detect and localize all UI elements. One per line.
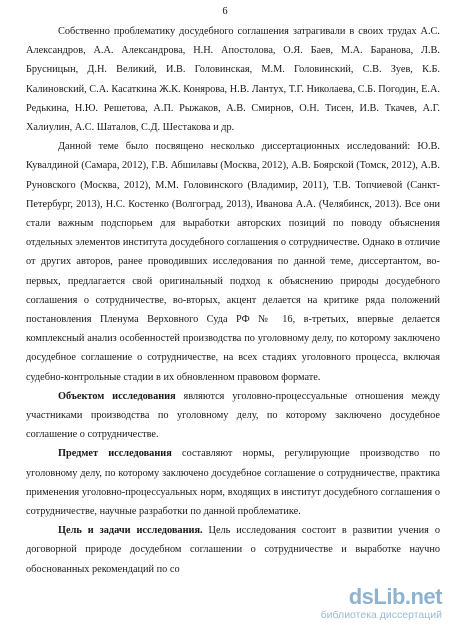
goals-label: Цель и задачи исследования.: [58, 525, 203, 537]
paragraph-object: [26, 387, 440, 445]
watermark-logo: dsLib.net: [348, 584, 442, 609]
subject-label: Предмет исследования: [58, 448, 172, 460]
document-body: [26, 22, 440, 579]
paragraph-text: Цель исследования состоит в развитии учения о договорной природе досудебном соглашении о сотрудничестве и выработке научно обоснованных рекомендаций по со: [26, 525, 440, 575]
watermark: [292, 584, 442, 624]
watermark-caption: библиотека диссертаций: [320, 609, 442, 621]
paragraph-text: Данной теме было посвящено несколько диссертационных исследований: Ю.В. Кувалдиной (Самара, 2012), Г.В. Абшилавы (Москва, 2012), А.В. Боярской (Томск, 2012), А.В. Руновского (Москва, 2012), М.М. Головинского (Владимир, 2011), Т.В. Топчиевой (Санкт-Петербург, 2013), Н.С. Костенко (Волгоград, 2013), Иванова А.А. (Челябинск, 2013). Все они стали важным подспорьем для выработки авторских позиций по поводу объяснения отдельных элементов института досудебного соглашения о сотрудничестве. Однако в отличие от других авторов, ранее проводивших исследования по данной теме, диссертантом, во-первых, предлагается свой оригинальный подход к объяснению природы досудебного соглашения о сотрудничестве, во-вторых, акцент делается на критике ряда положений постановления Пленума Верховного Суда РФ № 16, в-третьих, впервые делается комплексный анализ особенностей производства по уголовному делу, по которому заключено досудебное соглашение о сотрудничестве, на всех стадиях уголовного процесса, включая судебно-контрольные стадии в их обновленном правовом формате.: [26, 141, 440, 383]
paragraph-subject: [26, 444, 440, 521]
paragraph-text: составляют нормы, регулирующие производство по уголовному делу, по которому заключено досудебное соглашение о сотрудничестве, практика применения уголовно-процессуальных норм, входящих в институт досудебного соглашения о сотрудничестве, научные разработки по данной проблематике.: [26, 448, 440, 518]
paragraph-literature: [26, 22, 440, 137]
object-label: Объектом исследования: [58, 390, 176, 402]
paragraph-goals: [26, 521, 440, 579]
paragraph-text: являются уголовно-процессуальные отношения между участниками производства по уголовному делу, по которому заключено досудебное соглашение о сотрудничестве.: [26, 390, 440, 441]
paragraph-dissertations: [26, 137, 440, 387]
page-number: 6: [222, 6, 228, 17]
paragraph-text: Собственно проблематику досудебного соглашения затрагивали в своих трудах А.С. Александров, А.А. Александрова, Н.Н. Апостолова, О.Я. Баев, М.А. Баранова, Л.В. Брусницын, Д.Н. Великий, И.В. Головинская, М.М. Головинский, С.В. Зуев, К.Б. Калиновский, С.А. Касаткина Ж.К. Конярова, Н.В. Лантух, Т.Г. Николаева, С.Б. Погодин, Е.А. Редькина, Н.Ю. Решетова, А.П. Рыжаков, А.В. Смирнов, О.Н. Тисен, И.В. Ткачев, А.Г. Халиулин, А.С. Шаталов, С.Д. Шестакова и др.: [26, 26, 440, 134]
